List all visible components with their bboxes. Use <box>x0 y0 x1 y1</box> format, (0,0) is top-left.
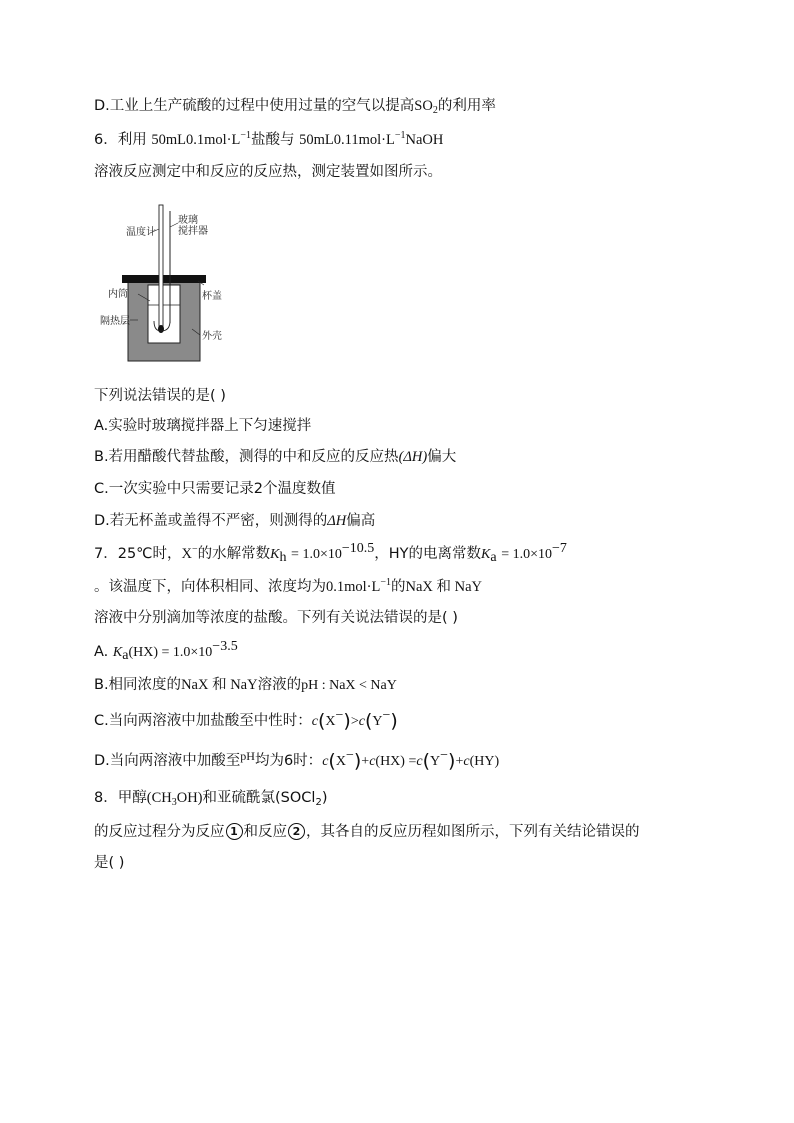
q7-option-d: D.当向两溶液中加酸至$^{pH}$均为6时：c(X−)+c(HX) =c(Y−)+c(HY) <box>94 748 500 772</box>
label-stirrer-1: 玻璃 <box>178 215 198 226</box>
q7-option-b: B.相同浓度的NaX 和 NaY溶液的pH : NaX < NaY <box>94 677 397 693</box>
q6-option-a: A.实验时玻璃搅拌器上下匀速搅拌 <box>94 418 312 434</box>
label-inner-cup: 内筒 <box>108 289 128 300</box>
thermometer <box>159 205 163 329</box>
q6-option-b: B.若用醋酸代替盐酸，测得的中和反应的反应热(ΔH)偏大 <box>94 449 457 465</box>
lid <box>122 275 206 283</box>
q8-stem-line2: 的反应过程分为反应 1 和反应 2 ，其各自的反应历程如图所示，下列有关结论错误的 <box>94 824 640 840</box>
label-shell: 外壳 <box>202 331 222 342</box>
q7-option-c: C.当向两溶液中加盐酸至中性时：c(X−)>c(Y−) <box>94 708 398 732</box>
inner-cup <box>148 285 180 343</box>
q6-option-d: D.若无杯盖或盖得不严密，则测得的ΔH偏高 <box>94 513 376 529</box>
reaction-1-marker: 1 <box>226 823 243 840</box>
q7-stem-line1: 7．25℃时，X−的水解常数$K_h = 1.0\times 10^{-10.5}$，HY的电离常数$K_a = 1.0\times 10^{-7}$ <box>94 541 567 565</box>
q8-stem-line3: 是( ) <box>94 855 125 871</box>
q6-question: 下列说法错误的是( ) <box>94 388 226 404</box>
reaction-2-marker: 2 <box>288 823 305 840</box>
q7-option-a: A. $K_a(HX) = 1.0\times 10^{-3.5}$ <box>94 639 238 663</box>
q6-stem-line2: 溶液反应测定中和反应的反应热，测定装置如图所示。 <box>94 164 442 180</box>
q7-stem-line3: 溶液中分别滴加等浓度的盐酸。下列有关说法错误的是( ) <box>94 610 458 626</box>
q6-option-c: C.一次实验中只需要记录2个温度数值 <box>94 481 336 497</box>
q8-stem-line1: 8．甲醇$(CH_3OH)$和亚硫酰氯(SOCl$_2$) <box>94 790 328 808</box>
calorimeter-diagram <box>100 205 238 363</box>
q5-option-d: D.工业上生产硫酸的过程中使用过量的空气以提高$SO_2$的利用率 <box>94 98 496 116</box>
label-stirrer-2: 搅拌器 <box>178 226 208 237</box>
q7-stem-line2: 。该温度下，向体积相同、浓度均为$0.1mol\cdot L^{-1}$的NaX 和 NaY <box>94 577 483 595</box>
q6-stem-line1: 6．利用 $50mL0.1mol\cdot L^{-1}$盐酸与 $50mL0.11mol\cdot L^{-1}NaOH$ <box>94 130 444 148</box>
label-insulation: 隔热层 <box>100 316 130 327</box>
label-thermometer: 温度计 <box>126 227 156 238</box>
label-lid: 杯盖 <box>202 291 222 302</box>
